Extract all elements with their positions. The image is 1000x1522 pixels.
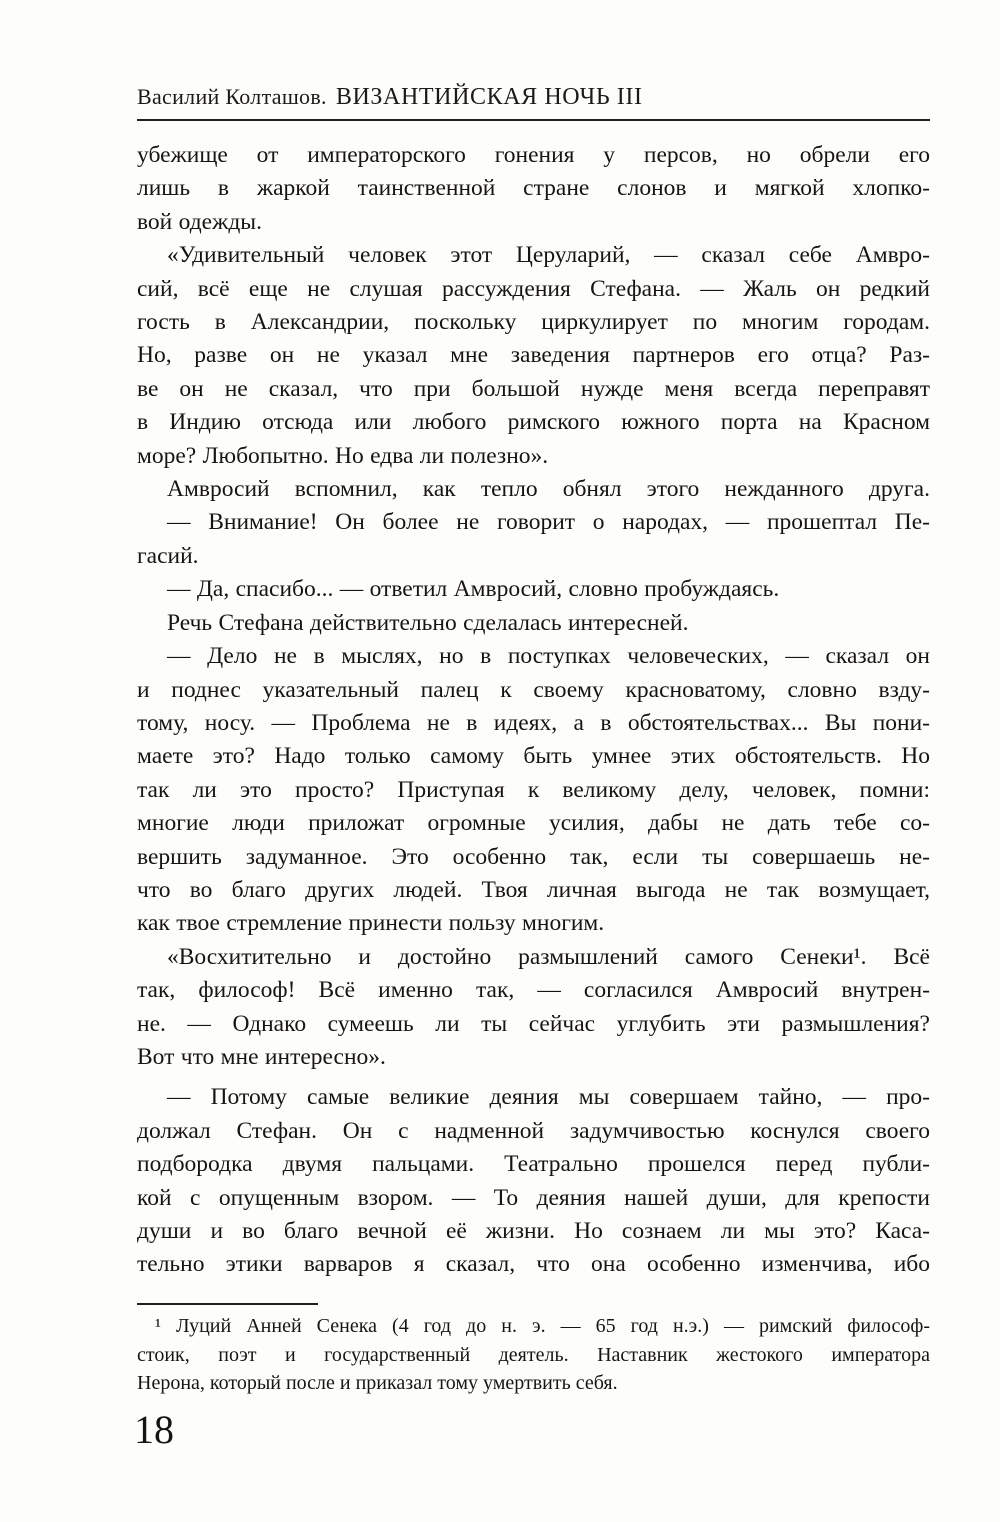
text-line: не. — Однако сумеешь ли ты сейчас углубить эти размышления? [137, 1010, 930, 1037]
running-header [137, 84, 930, 111]
text-line: души и во благо вечной её жизни. Но сознаем ли мы это? Каса- [137, 1218, 930, 1244]
text-line: и поднес указательный палец к своему красноватому, словно взду- [137, 676, 930, 703]
text-line: — Потому самые великие деяния мы совершаем тайно, — про- [167, 1084, 930, 1111]
text-line: так ли это просто? Приступая к великому делу, человек, помни: [137, 776, 930, 803]
footnote [137, 1312, 930, 1398]
text-line: Вот что мне интересно». [137, 1043, 386, 1070]
text-line: — Да, спасибо... — ответил Амвросий, словно пробуждаясь. [167, 576, 780, 603]
text-line: тельно этики варваров я сказал, что она особенно изменчива, ибо [137, 1251, 930, 1278]
text-line: «Удивительный человек этот Церуларий, — сказал себе Амвро- [167, 242, 930, 269]
page-number: 18 [134, 1407, 174, 1452]
text-line: — Дело не в мыслях, но в поступках человеческих, — сказал он [167, 643, 930, 670]
text-line: море? Любопытно. Но едва ли полезно». [137, 442, 549, 469]
text-line: должал Стефан. Он с надменной задумчивостью коснулся своего [137, 1117, 930, 1144]
header-book-title: ВИЗАНТИЙСКАЯ НОЧЬ III [335, 84, 643, 110]
text-line: многие люди приложат огромные усилия, дабы не дать тебе со- [137, 810, 930, 837]
header-rule [137, 119, 930, 121]
text-line: — Внимание! Он более не говорит о народах, — прошептал Пе- [167, 509, 930, 536]
text-line: подбородка двумя пальцами. Театрально прошелся перед публи- [137, 1151, 930, 1178]
text-line: гость в Александрии, поскольку циркулирует по многим городам. [137, 309, 930, 336]
text-line: что во благо других людей. Твоя личная выгода не так возмущает, [137, 876, 930, 903]
footnote-rule [137, 1303, 318, 1305]
text-line: убежище от императорского гонения у персов, но обрели его [137, 142, 930, 168]
text-line: как твое стремление принести пользу многим. [137, 910, 605, 937]
text-line: Речь Стефана действительно сделалась интересней. [167, 609, 689, 636]
text-line: «Восхитительно и достойно размышлений самого Сенеки¹. Всё [167, 943, 930, 970]
footnote-line: ¹ Луций Анней Сенека (4 год до н. э. — 65 год н.э.) — римский философ- [155, 1315, 930, 1337]
text-line: сий, всё еще не слушая рассуждения Стефана. — Жаль он редкий [137, 275, 930, 302]
text-line: вой одежды. [137, 208, 262, 235]
header-author: Василий Колташов. [137, 84, 327, 109]
page-text [137, 139, 930, 1282]
text-line: ве он не сказал, что при большой нужде меня всегда переправят [137, 375, 930, 402]
text-line: тому, носу. — Проблема не в идеях, а в обстоятельствах... Вы пони- [137, 709, 930, 736]
text-line: Но, разве он не указал мне заведения партнеров его отца? Раз- [137, 342, 930, 369]
text-line: вершить задуманное. Это особенно так, если ты совершаешь не- [137, 843, 930, 870]
text-line: гасий. [137, 542, 199, 569]
text-line: Амвросий вспомнил, как тепло обнял этого нежданного друга. [167, 476, 930, 503]
text-line: маете это? Надо только самому быть умнее этих обстоятельств. Но [137, 743, 930, 770]
footnote-line: стоик, поэт и государственный деятель. Наставник жестокого императора [137, 1343, 930, 1366]
text-line: в Индию отсюда или любого римского южного порта на Красном [137, 409, 930, 436]
text-line: кой с опущенным взором. — То деяния нашей души, для крепости [137, 1184, 930, 1211]
footnote-line: Нерона, который после и приказал тому умертвить себя. [137, 1372, 618, 1395]
text-line: так, философ! Всё именно так, — согласился Амвросий внутрен- [137, 977, 930, 1004]
text-line: лишь в жаркой таинственной стране слонов и мягкой хлопко- [137, 175, 930, 202]
